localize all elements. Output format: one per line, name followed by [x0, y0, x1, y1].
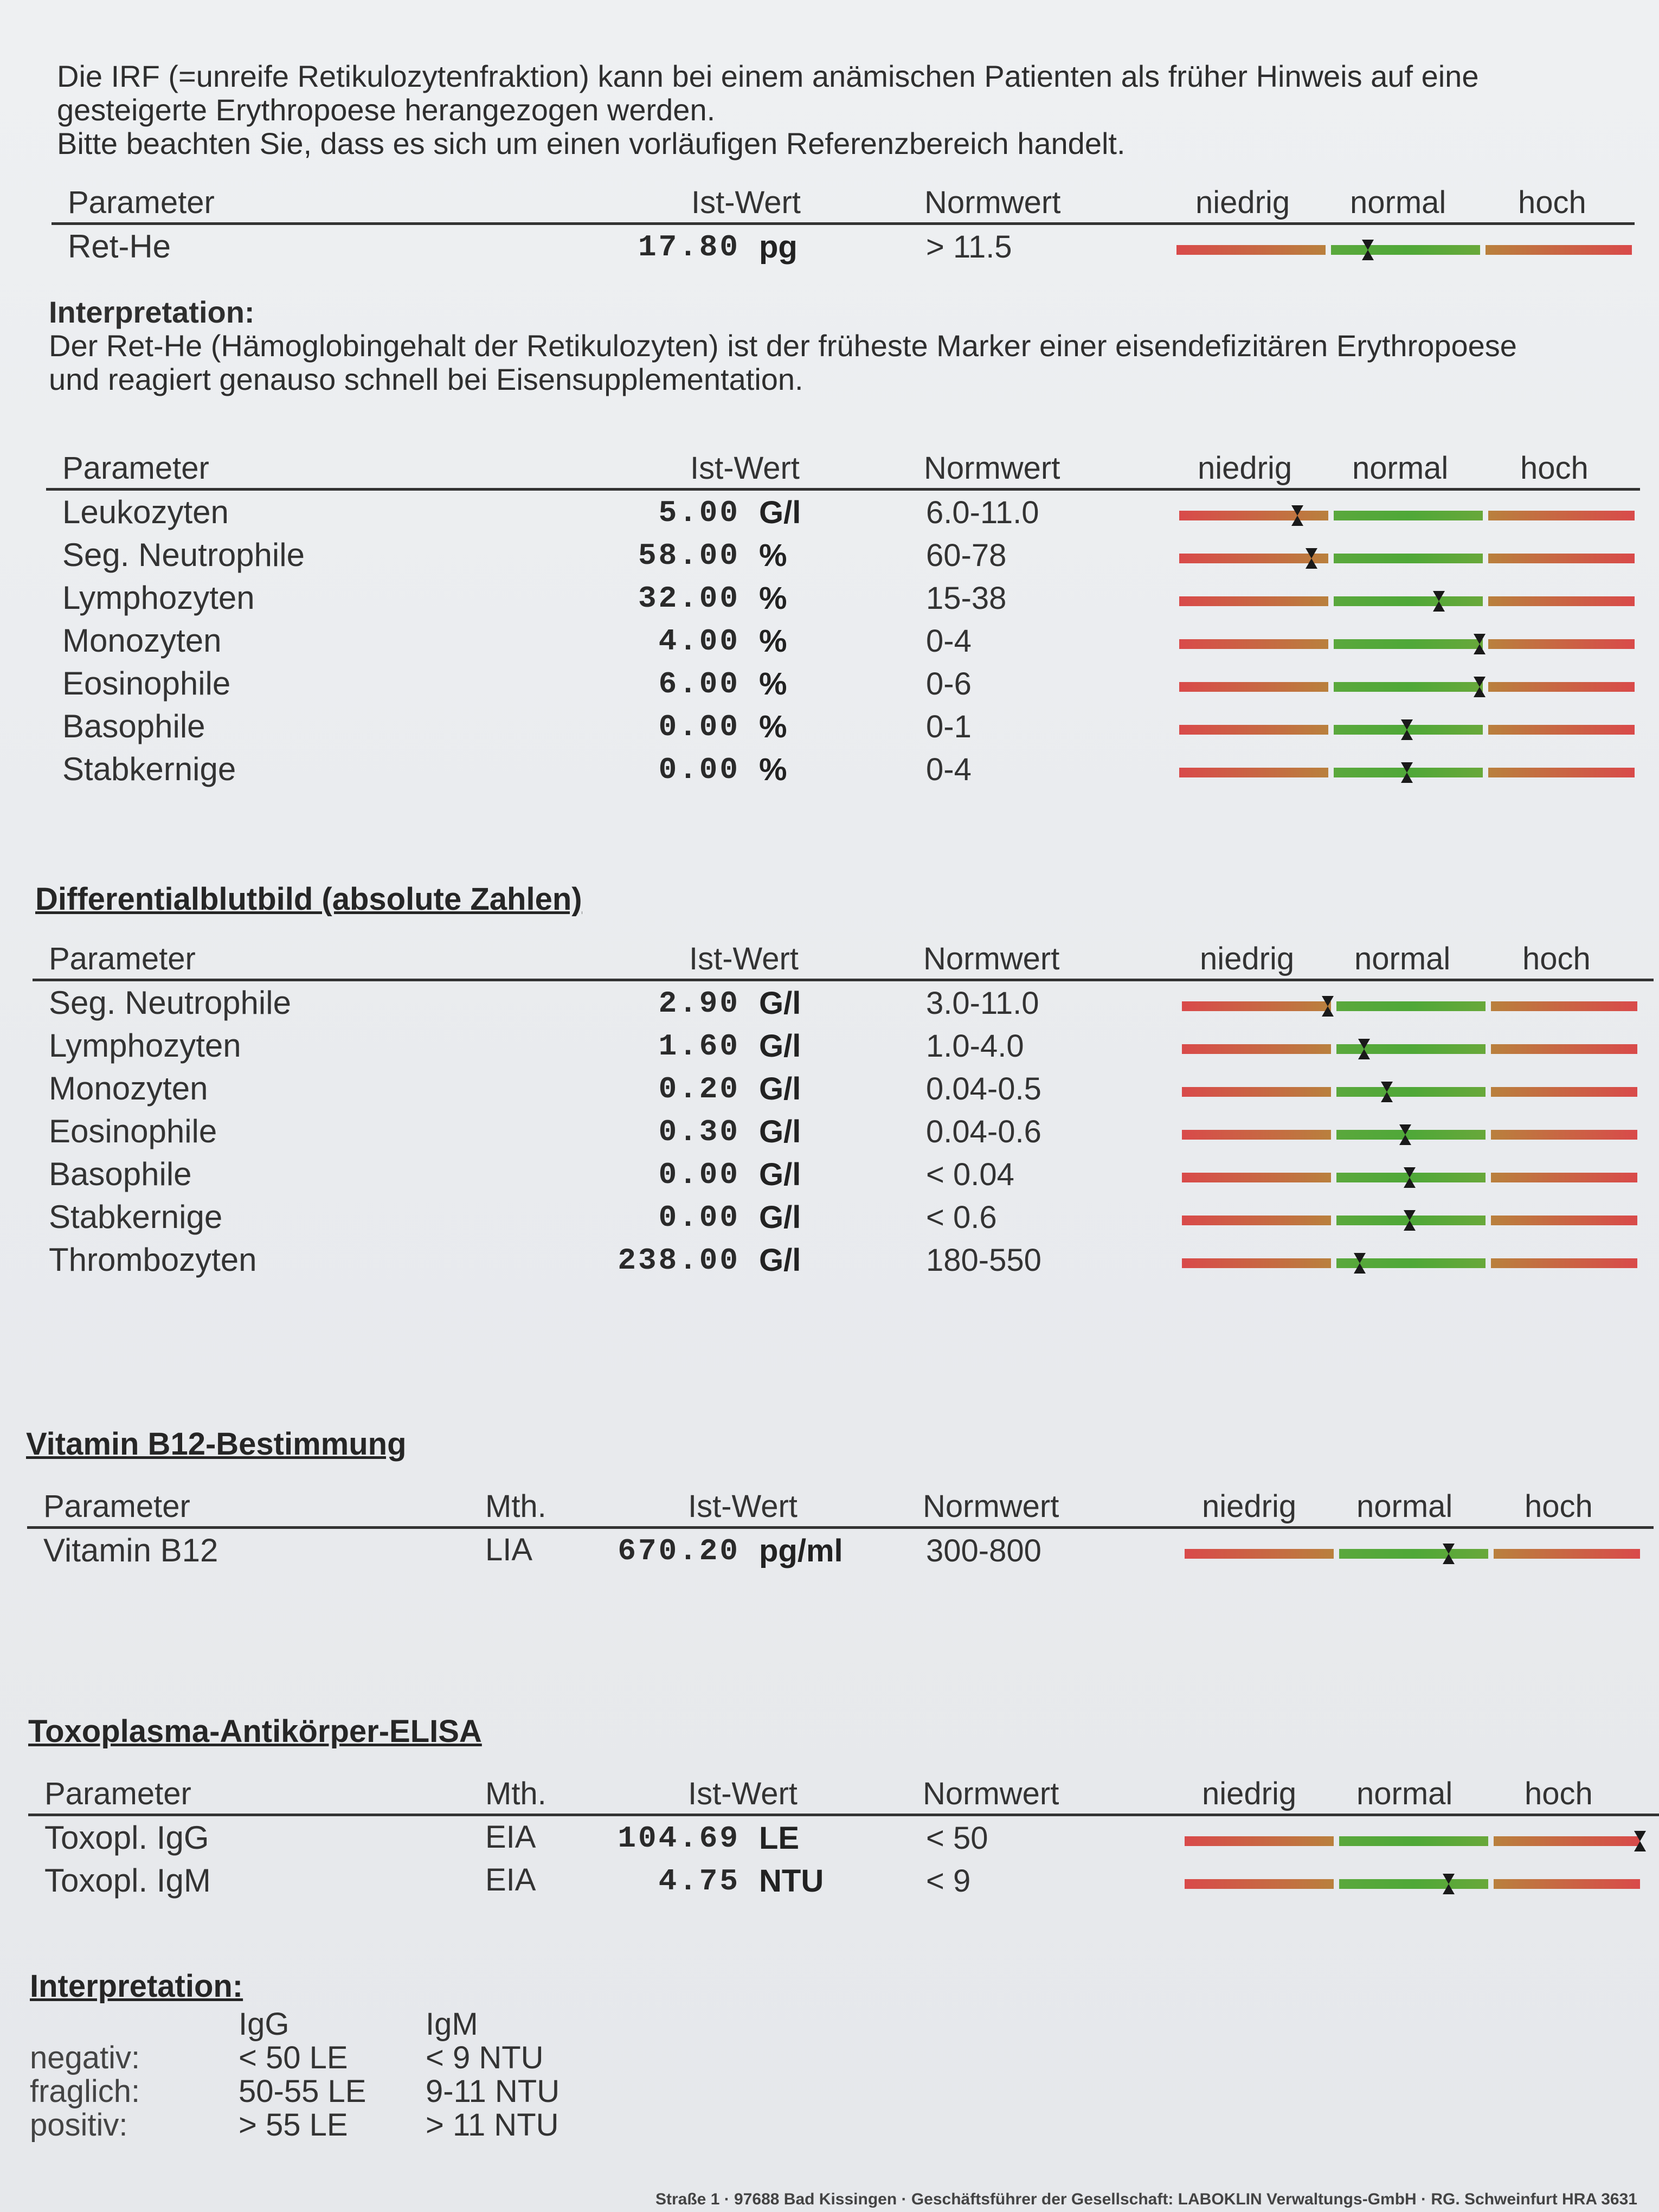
- row-value: 4.00: [658, 624, 740, 659]
- header-parameter: Parameter: [68, 185, 215, 220]
- row-value: 0.00: [658, 1200, 740, 1235]
- row-normwert: 180-550: [926, 1243, 1041, 1278]
- legend-label: negativ:: [30, 2040, 140, 2075]
- row-normwert: < 0.04: [926, 1157, 1014, 1192]
- row-normwert: 0.04-0.6: [926, 1114, 1041, 1149]
- range-bar-normal: [1339, 1879, 1488, 1889]
- legend-igg-value: > 55 LE: [239, 2107, 348, 2143]
- intro-line-1: Die IRF (=unreife Retikulozytenfraktion) kann bei einem anämischen Patienten als früher Hinweis auf eine: [57, 59, 1479, 93]
- row-normwert: < 9: [926, 1863, 971, 1899]
- range-bar: [1179, 639, 1635, 649]
- row-value: 17.80: [638, 230, 740, 265]
- intro-line-3: Bitte beachten Sie, dass es sich um einen vorläufigen Referenzbereich handelt.: [57, 126, 1126, 160]
- row-parameter-name: Thrombozyten: [49, 1242, 257, 1278]
- row-parameter-name: Basophile: [62, 708, 205, 744]
- header-rule: [33, 979, 1654, 981]
- range-bar-high: [1488, 682, 1635, 692]
- range-bar: [1182, 1258, 1637, 1268]
- range-marker-icon: [1290, 504, 1304, 527]
- range-bar-low: [1182, 1087, 1331, 1097]
- header-rule: [28, 1814, 1659, 1816]
- row-normwert: 0-4: [926, 752, 972, 787]
- row-value: 6.00: [658, 667, 740, 702]
- header-niedrig: niedrig: [1202, 1776, 1297, 1811]
- range-bar-normal: [1334, 554, 1483, 563]
- row-parameter-name: Stabkernige: [62, 751, 236, 787]
- row-normwert: 0.04-0.5: [926, 1071, 1041, 1107]
- header-normal: normal: [1354, 941, 1451, 976]
- header-normwert: Normwert: [923, 1776, 1059, 1811]
- row-normwert: 300-800: [926, 1533, 1041, 1568]
- row-value: 238.00: [618, 1243, 740, 1278]
- row-unit: LE: [759, 1821, 800, 1856]
- range-bar-normal: [1339, 1836, 1488, 1846]
- range-bar-high: [1491, 1087, 1637, 1097]
- row-value: 670.20: [618, 1534, 740, 1568]
- row-value: 2.90: [658, 986, 740, 1021]
- legend-label: positiv:: [30, 2107, 128, 2143]
- row-normwert: > 11.5: [926, 229, 1012, 265]
- intro-line-2: gesteigerte Erythropoese herangezogen werden.: [57, 93, 716, 127]
- row-parameter-name: Leukozyten: [62, 494, 229, 530]
- range-bar-high: [1486, 245, 1632, 255]
- header-parameter: Parameter: [43, 1489, 190, 1524]
- row-unit: %: [759, 581, 787, 616]
- range-marker-icon: [1432, 590, 1446, 613]
- row-unit: %: [759, 666, 787, 702]
- range-marker-icon: [1472, 633, 1487, 655]
- range-marker-icon: [1357, 1038, 1371, 1060]
- header-hoch: hoch: [1518, 185, 1586, 220]
- row-parameter-name: Seg. Neutrophile: [49, 985, 291, 1021]
- range-bar-high: [1491, 1216, 1637, 1225]
- legend-igg-value: 50-55 LE: [239, 2074, 366, 2109]
- range-bar: [1179, 682, 1635, 692]
- legend-igg-value: < 50 LE: [239, 2040, 348, 2075]
- range-marker-icon: [1403, 1166, 1417, 1189]
- header-mth: Mth.: [485, 1776, 546, 1811]
- header-niedrig: niedrig: [1202, 1489, 1297, 1524]
- row-parameter-name: Lymphozyten: [62, 580, 255, 616]
- row-unit: G/l: [759, 1243, 801, 1278]
- row-parameter-name: Basophile: [49, 1156, 192, 1192]
- row-unit: NTU: [759, 1863, 824, 1899]
- range-bar-high: [1488, 554, 1635, 563]
- range-bar-normal: [1339, 1549, 1488, 1559]
- differential-title: Differentialblutbild (absolute Zahlen): [35, 882, 582, 917]
- header-ist-wert: Ist-Wert: [688, 1489, 798, 1524]
- row-value: 5.00: [658, 496, 740, 530]
- range-bar-low: [1179, 768, 1328, 777]
- range-bar: [1176, 245, 1632, 255]
- differential-table: [0, 941, 1659, 1309]
- header-ist-wert: Ist-Wert: [691, 185, 801, 220]
- range-bar-normal: [1331, 245, 1480, 255]
- header-rule: [52, 222, 1635, 225]
- row-normwert: 60-78: [926, 538, 1007, 573]
- range-bar: [1185, 1549, 1640, 1559]
- range-bar-low: [1182, 1173, 1331, 1182]
- row-parameter-name: Monozyten: [49, 1070, 208, 1107]
- range-bar-normal: [1334, 596, 1483, 606]
- range-bar: [1179, 725, 1635, 735]
- vitamin-b12-title: Vitamin B12-Bestimmung: [26, 1426, 407, 1462]
- row-normwert: 0-1: [926, 709, 972, 744]
- row-normwert: 0-6: [926, 666, 972, 702]
- header-hoch: hoch: [1522, 941, 1591, 976]
- range-bar-high: [1488, 725, 1635, 735]
- rethe-table: [0, 184, 1659, 271]
- range-bar-high: [1488, 639, 1635, 649]
- row-unit: %: [759, 752, 787, 787]
- intro-note: [57, 60, 1640, 160]
- row-method: EIA: [485, 1862, 536, 1898]
- header-normal: normal: [1356, 1776, 1453, 1811]
- row-unit: G/l: [759, 1200, 801, 1235]
- row-normwert: < 0.6: [926, 1200, 997, 1235]
- range-marker-icon: [1472, 676, 1487, 698]
- row-value: 0.20: [658, 1072, 740, 1107]
- row-unit: %: [759, 623, 787, 659]
- range-bar: [1182, 1001, 1637, 1011]
- range-bar: [1182, 1216, 1637, 1225]
- range-bar-low: [1182, 1216, 1331, 1225]
- range-marker-icon: [1633, 1830, 1647, 1853]
- range-bar: [1182, 1087, 1637, 1097]
- header-normwert: Normwert: [923, 941, 1060, 976]
- range-bar-high: [1488, 768, 1635, 777]
- row-value: 32.00: [638, 581, 740, 616]
- row-parameter-name: Eosinophile: [62, 665, 231, 702]
- range-bar-high: [1494, 1836, 1640, 1846]
- legend-label: fraglich:: [30, 2074, 140, 2109]
- legend-igm-value: > 11 NTU: [426, 2107, 559, 2143]
- row-value: 0.00: [658, 753, 740, 787]
- row-parameter-name: Lymphozyten: [49, 1027, 241, 1064]
- row-normwert: 0-4: [926, 623, 972, 659]
- header-normwert: Normwert: [923, 1489, 1059, 1524]
- range-bar: [1182, 1044, 1637, 1054]
- row-method: LIA: [485, 1532, 533, 1567]
- range-bar-low: [1182, 1001, 1331, 1011]
- header-normal: normal: [1352, 451, 1449, 486]
- range-bar: [1185, 1836, 1640, 1846]
- range-marker-icon: [1403, 1209, 1417, 1232]
- row-method: EIA: [485, 1819, 536, 1855]
- header-niedrig: niedrig: [1198, 451, 1293, 486]
- legend-col-igm: IgM: [426, 2007, 478, 2042]
- header-ist-wert: Ist-Wert: [690, 451, 800, 486]
- header-mth: Mth.: [485, 1489, 546, 1524]
- row-value: 0.00: [658, 1158, 740, 1192]
- row-parameter-name: Eosinophile: [49, 1113, 217, 1149]
- header-hoch: hoch: [1525, 1776, 1593, 1811]
- header-parameter: Parameter: [62, 451, 209, 486]
- header-hoch: hoch: [1520, 451, 1589, 486]
- row-parameter-name: Stabkernige: [49, 1199, 223, 1235]
- row-value: 58.00: [638, 538, 740, 573]
- range-marker-icon: [1380, 1081, 1394, 1103]
- row-parameter-name: Toxopl. IgG: [44, 1819, 209, 1856]
- range-bar: [1185, 1879, 1640, 1889]
- header-niedrig: niedrig: [1200, 941, 1295, 976]
- range-bar: [1182, 1130, 1637, 1140]
- toxoplasma-table: [0, 1776, 1659, 1917]
- range-bar-high: [1494, 1549, 1640, 1559]
- range-bar-high: [1491, 1130, 1637, 1140]
- range-bar-normal: [1334, 639, 1483, 649]
- interpretation-1-line-2: und reagiert genauso schnell bei Eisensupplementation.: [49, 362, 803, 396]
- row-unit: G/l: [759, 495, 801, 530]
- header-parameter: Parameter: [49, 941, 196, 976]
- row-unit: G/l: [759, 1071, 801, 1107]
- range-marker-icon: [1398, 1123, 1412, 1146]
- range-bar-low: [1185, 1549, 1334, 1559]
- range-bar-low: [1182, 1258, 1331, 1268]
- row-normwert: 6.0-11.0: [926, 495, 1039, 530]
- row-parameter-name: Monozyten: [62, 622, 222, 659]
- footer-text: Straße 1 · 97688 Bad Kissingen · Geschäftsführer der Gesellschaft: LABOKLIN Verwaltungs-GmbH · RG. Schweinfurt HRA 3631: [655, 2190, 1637, 2208]
- row-unit: pg/ml: [759, 1533, 843, 1568]
- range-marker-icon: [1442, 1542, 1456, 1565]
- row-value: 1.60: [658, 1029, 740, 1064]
- range-marker-icon: [1361, 239, 1375, 261]
- range-bar-normal: [1336, 1087, 1486, 1097]
- row-unit: %: [759, 538, 787, 573]
- range-bar-low: [1179, 511, 1328, 520]
- range-bar: [1182, 1173, 1637, 1182]
- interpretation-1: [49, 295, 1632, 396]
- range-bar-low: [1179, 639, 1328, 649]
- range-bar-low: [1179, 725, 1328, 735]
- header-hoch: hoch: [1525, 1489, 1593, 1524]
- row-normwert: 15-38: [926, 581, 1007, 616]
- header-parameter: Parameter: [44, 1776, 191, 1811]
- header-normal: normal: [1356, 1489, 1453, 1524]
- range-bar-normal: [1334, 682, 1483, 692]
- vitamin-b12-table: [0, 1488, 1659, 1586]
- range-bar-low: [1176, 245, 1326, 255]
- range-bar-low: [1179, 596, 1328, 606]
- row-value: 0.00: [658, 710, 740, 744]
- row-normwert: 1.0-4.0: [926, 1028, 1024, 1064]
- range-bar-low: [1182, 1044, 1331, 1054]
- row-parameter-name: Vitamin B12: [43, 1532, 218, 1568]
- range-bar-high: [1491, 1044, 1637, 1054]
- header-normal: normal: [1350, 185, 1446, 220]
- range-bar-high: [1494, 1879, 1640, 1889]
- header-rule: [46, 488, 1640, 491]
- range-bar-high: [1491, 1173, 1637, 1182]
- range-bar-low: [1185, 1879, 1334, 1889]
- range-bar-low: [1179, 682, 1328, 692]
- range-bar: [1179, 768, 1635, 777]
- row-value: 104.69: [618, 1821, 740, 1856]
- range-marker-icon: [1400, 761, 1414, 784]
- row-parameter-name: Ret-He: [68, 228, 171, 265]
- blood-count-table: [0, 450, 1659, 797]
- header-ist-wert: Ist-Wert: [688, 1776, 798, 1811]
- interpretation-2-title: Interpretation:: [30, 1969, 243, 2004]
- range-bar-low: [1185, 1836, 1334, 1846]
- row-unit: G/l: [759, 1157, 801, 1192]
- range-marker-icon: [1400, 718, 1414, 741]
- row-value: 4.75: [658, 1864, 740, 1899]
- range-marker-icon: [1321, 995, 1335, 1018]
- range-bar-high: [1488, 511, 1635, 520]
- legend-igm-value: < 9 NTU: [426, 2040, 544, 2075]
- row-unit: G/l: [759, 1114, 801, 1149]
- interpretation-1-line-1: Der Ret-He (Hämoglobingehalt der Retikulozyten) ist der früheste Marker einer eisendefizitären Erythropoese: [49, 329, 1517, 363]
- row-unit: G/l: [759, 1028, 801, 1064]
- toxoplasma-title: Toxoplasma-Antikörper-ELISA: [28, 1714, 482, 1749]
- row-parameter-name: Seg. Neutrophile: [62, 537, 305, 573]
- range-bar: [1179, 554, 1635, 563]
- header-normwert: Normwert: [924, 185, 1061, 220]
- range-bar-normal: [1336, 1001, 1486, 1011]
- header-rule: [27, 1526, 1654, 1529]
- range-bar-low: [1182, 1130, 1331, 1140]
- interpretation-1-title: Interpretation:: [49, 295, 255, 329]
- row-value: 0.30: [658, 1115, 740, 1149]
- range-marker-icon: [1304, 547, 1319, 570]
- header-ist-wert: Ist-Wert: [689, 941, 799, 976]
- legend-igm-value: 9-11 NTU: [426, 2074, 560, 2109]
- row-normwert: < 50: [926, 1821, 988, 1856]
- range-marker-icon: [1442, 1873, 1456, 1895]
- range-bar: [1179, 511, 1635, 520]
- header-normwert: Normwert: [924, 451, 1060, 486]
- range-bar-high: [1488, 596, 1635, 606]
- range-marker-icon: [1353, 1252, 1367, 1275]
- row-unit: G/l: [759, 986, 801, 1021]
- row-normwert: 3.0-11.0: [926, 986, 1039, 1021]
- row-unit: %: [759, 709, 787, 744]
- range-bar: [1179, 596, 1635, 606]
- header-niedrig: niedrig: [1195, 185, 1290, 220]
- range-bar-high: [1491, 1258, 1637, 1268]
- legend-col-igg: IgG: [239, 2007, 290, 2042]
- range-bar-high: [1491, 1001, 1637, 1011]
- row-unit: pg: [759, 229, 798, 265]
- range-bar-normal: [1334, 511, 1483, 520]
- row-parameter-name: Toxopl. IgM: [44, 1862, 211, 1899]
